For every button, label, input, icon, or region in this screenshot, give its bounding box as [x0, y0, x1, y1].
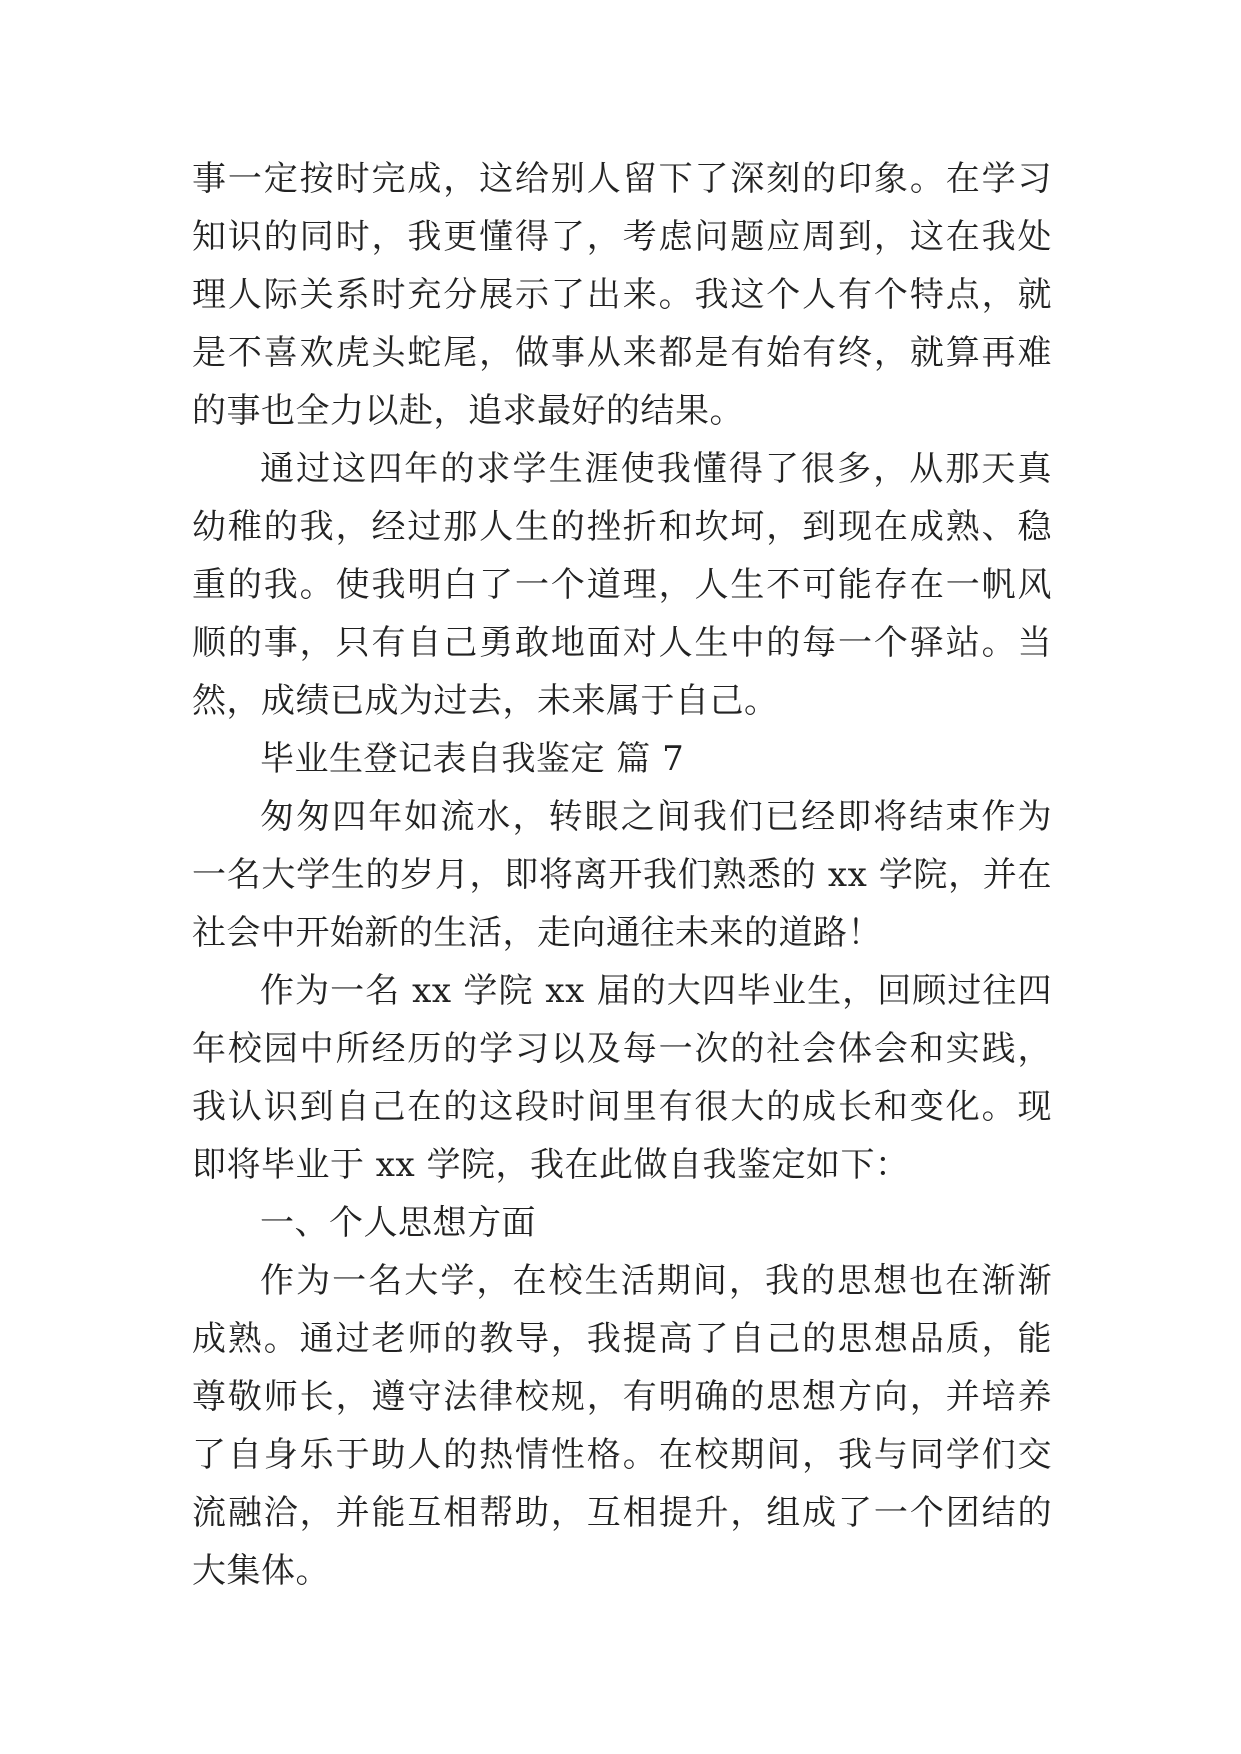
- section-heading-part-7: 毕业生登记表自我鉴定 篇 7: [260, 739, 685, 779]
- paragraph-thought: 作为一名大学，在校生活期间，我的思想也在渐渐成熟。通过老师的教导，我提高了自己的思想品质，能尊敬师长，遵守法律校规，有明确的思想方向，并培养了自身乐于助人的热情性格。在校期间，我与同学们交流融洽，并能互相帮助，互相提升，组成了一个团结的大集体。: [192, 1261, 1052, 1591]
- paragraph-growth-reflection: 通过这四年的求学生涯使我懂得了很多，从那天真幼稚的我，经过那人生的挫折和坎坷，到现在成熟、稳重的我。使我明白了一个道理，人生不可能存在一帆风顺的事，只有自己勇敢地面对人生中的每一个驿站。当然，成绩已成为过去，未来属于自己。: [192, 449, 1052, 721]
- document-body: [192, 150, 1052, 1600]
- section-heading-thought: 一、个人思想方面: [260, 1203, 536, 1243]
- paragraph-review: 作为一名 xx 学院 xx 届的大四毕业生，回顾过往四年校园中所经历的学习以及每一次的社会体会和实践，我认识到自己在的这段时间里有很大的成长和变化。现即将毕业于 xx 学院，我在此做自我鉴定如下：: [192, 971, 1052, 1185]
- paragraph-continued: 事一定按时完成，这给别人留下了深刻的印象。在学习知识的同时，我更懂得了，考虑问题应周到，这在我处理人际关系时充分展示了出来。我这个人有个特点，就是不喜欢虎头蛇尾，做事从来都是有始有终，就算再难的事也全力以赴，追求最好的结果。: [192, 159, 1052, 431]
- paragraph-intro: 匆匆四年如流水，转眼之间我们已经即将结束作为一名大学生的岁月，即将离开我们熟悉的 xx 学院，并在社会中开始新的生活，走向通往未来的道路！: [192, 797, 1052, 953]
